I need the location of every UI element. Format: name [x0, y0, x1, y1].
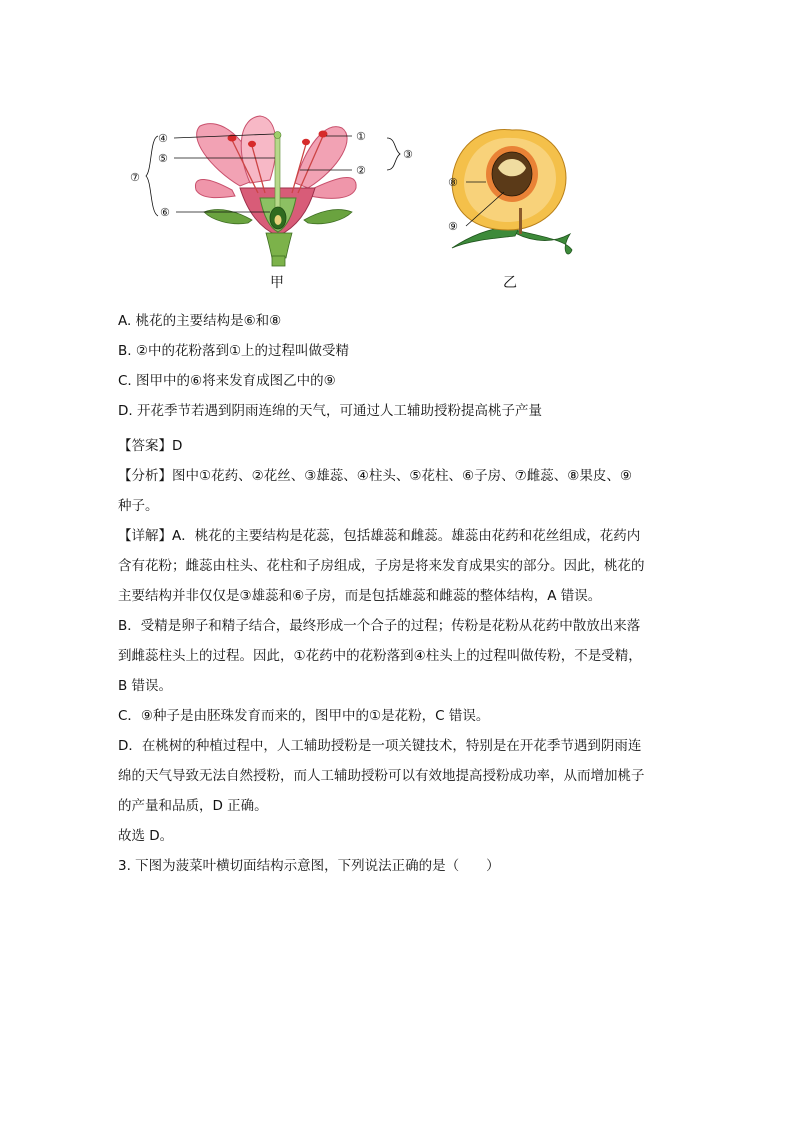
label-9: ⑨ — [448, 220, 458, 233]
detail-line-4: B．受精是卵子和精子结合，最终形成一个合子的过程；传粉是花粉从花药中散放出来落 — [118, 618, 641, 634]
analysis-line-2: 种子。 — [118, 498, 159, 514]
label-6: ⑥ — [160, 206, 170, 219]
peach-fruit-drawing — [452, 130, 572, 254]
label-4: ④ — [158, 132, 168, 145]
analysis-line-1: 【分析】图中①花药、②花丝、③雄蕊、④柱头、⑤花柱、⑥子房、⑦雌蕊、⑧果皮、⑨ — [118, 468, 632, 484]
figure-illustration — [120, 108, 600, 298]
label-1: ① — [356, 130, 366, 143]
figure-flower-and-fruit — [120, 108, 600, 298]
solution-section — [118, 431, 678, 881]
detail-line-5: 到雌蕊柱头上的过程。因此，①花药中的花粉落到④柱头上的过程叫做传粉，不是受精， — [118, 648, 642, 664]
label-8: ⑧ — [448, 176, 458, 189]
detail-line-3: 主要结构并非仅仅是③雄蕊和⑥子房，而是包括雄蕊和雌蕊的整体结构，A 错误。 — [118, 588, 602, 604]
detail-line-8: D．在桃树的种植过程中，人工辅助授粉是一项关键技术，特别是在开花季节遇到阴雨连 — [118, 738, 642, 754]
detail-line-10: 的产量和品质，D 正确。 — [118, 798, 268, 814]
detail-line-1: 【详解】A．桃花的主要结构是花蕊，包括雄蕊和雌蕊。雄蕊由花药和花丝组成，花药内 — [118, 528, 641, 544]
detail-line-11: 故选 D。 — [118, 828, 174, 844]
label-5: ⑤ — [158, 152, 168, 165]
peach-flower-drawing — [195, 116, 356, 266]
option-d: D. 开花季节若遇到阴雨连绵的天气，可通过人工辅助授粉提高桃子产量 — [118, 403, 542, 419]
label-3: ③ — [403, 148, 413, 161]
detail-line-7: C．⑨种子是由胚珠发育而来的，图甲中的①是花粉，C 错误。 — [118, 708, 490, 724]
label-7: ⑦ — [130, 171, 140, 184]
detail-line-2: 含有花粉；雌蕊由柱头、花柱和子房组成，子房是将来发育成果实的部分。因此，桃花的 — [118, 558, 645, 574]
next-question: 3. 下图为菠菜叶横切面结构示意图，下列说法正确的是（ ） — [118, 858, 500, 874]
option-b: B. ②中的花粉落到①上的过程叫做受精 — [118, 343, 350, 359]
option-a: A. 桃花的主要结构是⑥和⑧ — [118, 313, 282, 329]
detail-line-6: B 错误。 — [118, 678, 173, 694]
detail-line-9: 绵的天气导致无法自然授粉，而人工辅助授粉可以有效地提高授粉成功率，从而增加桃子 — [118, 768, 645, 784]
caption-fruit: 乙 — [503, 275, 517, 291]
caption-flower: 甲 — [270, 275, 284, 291]
answer-options — [118, 306, 678, 426]
answer-line: 【答案】D — [118, 438, 183, 454]
option-c: C. 图甲中的⑥将来发育成图乙中的⑨ — [118, 373, 336, 389]
label-2: ② — [356, 164, 366, 177]
